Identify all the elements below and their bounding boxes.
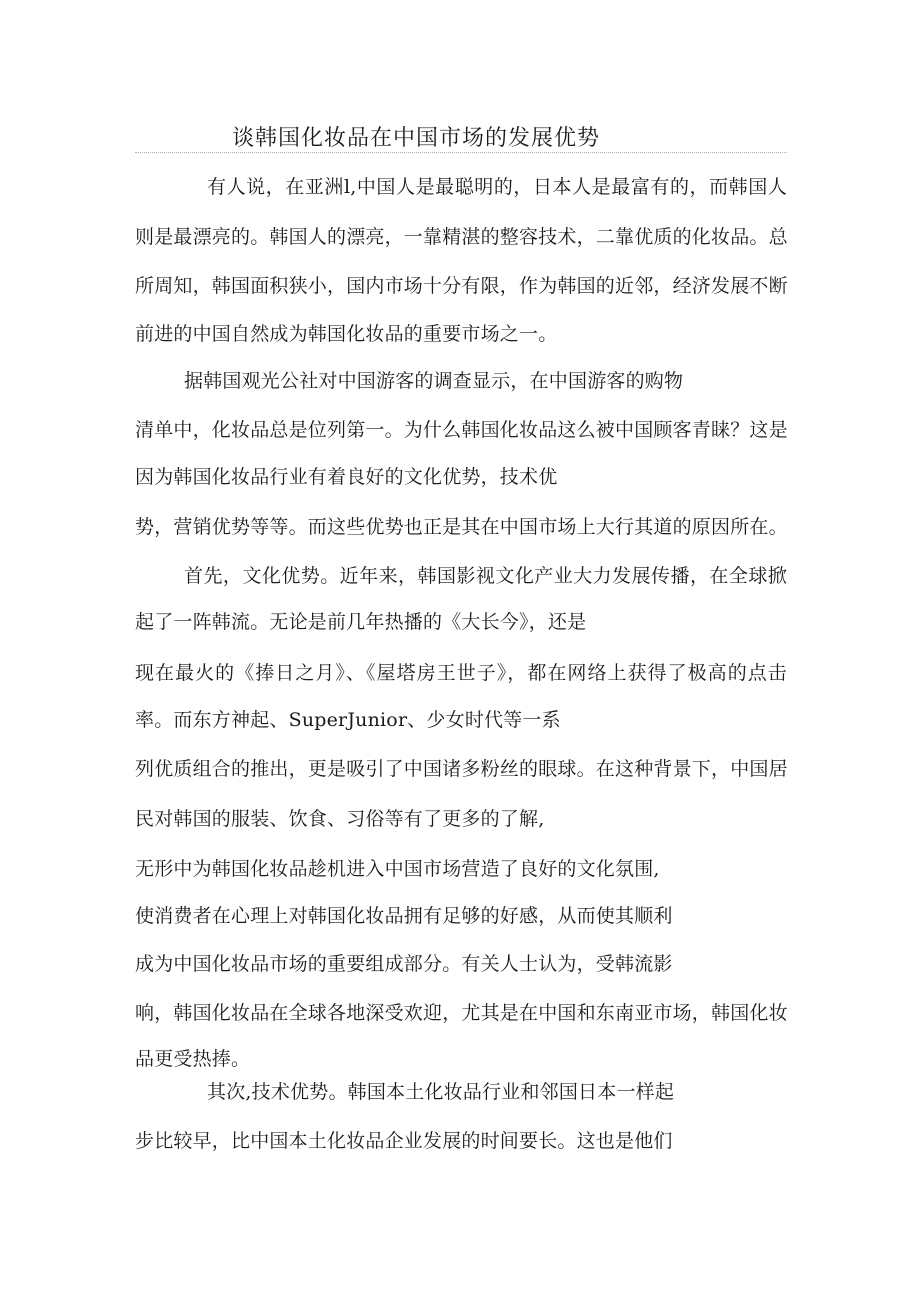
- text-line-7: 因为韩国化妆品行业有着良好的文化优势，技术优: [135, 466, 558, 488]
- text-line-20: 其次,技术优势。韩国本土化妆品行业和邻国日本一样起: [207, 1081, 675, 1103]
- text-line-15: 无形中为韩国化妆品趁机进入中国市场营造了良好的文化氛围,: [135, 858, 660, 880]
- text-line-21: 步比较早，比中国本土化妆品企业发展的时间要长。这也是他们: [135, 1130, 673, 1152]
- text-line-13: 列优质组合的推出，更是吸引了中国诸多粉丝的眼球。在这种背景下，中国居: [135, 758, 788, 780]
- text-line-8: 势，营销优势等等。而这些优势也正是其在中国市场上大行其道的原因所在。: [135, 516, 788, 538]
- title-underline: [135, 152, 787, 153]
- text-line-3: 所周知，韩国面积狭小，国内市场十分有限，作为韩国的近邻，经济发展不断: [135, 275, 788, 297]
- text-line-16: 使消费者在心理上对韩国化妆品拥有足够的好感，从而使其顺利: [135, 905, 673, 927]
- text-line-17: 成为中国化妆品市场的重要组成部分。有关人士认为，受韩流影: [135, 953, 673, 975]
- text-line-14: 民对韩国的服装、饮食、习俗等有了更多的了解,: [135, 808, 545, 830]
- text-line-2: 则是最漂亮的。韩国人的漂亮，一靠精湛的整容技术，二靠优质的化妆品。总: [135, 226, 788, 248]
- text-line-5: 据韩国观光公社对中国游客的调查显示，在中国游客的购物: [184, 370, 684, 392]
- text-line-19: 品更受热捧。: [135, 1048, 251, 1070]
- document-title: 谈韩国化妆品在中国市场的发展优势: [232, 126, 601, 151]
- text-line-12: 率。而东方神起、SuperJunior、少女时代等一系: [135, 709, 561, 731]
- text-line-6: 清单中，化妆品总是位列第一。为什么韩国化妆品这么被中国顾客青睐？这是: [135, 419, 788, 441]
- text-line-9: 首先，文化优势。近年来，韩国影视文化产业大力发展传播，在全球掀: [184, 565, 787, 587]
- text-line-11: 现在最火的《捧日之月》、《屋塔房王世子》，都在网络上获得了极高的点击: [135, 662, 787, 684]
- text-line-18: 响，韩国化妆品在全球各地深受欢迎，尤其是在中国和东南亚市场，韩国化妆: [135, 1002, 788, 1024]
- text-line-10: 起了一阵韩流。无论是前几年热播的《大长今》，还是: [135, 611, 587, 633]
- text-line-4: 前进的中国自然成为韩国化妆品的重要市场之一。: [135, 323, 558, 345]
- text-line-1: 有人说，在亚洲l,中国人是最聪明的，日本人是最富有的，而韩国人: [207, 176, 787, 198]
